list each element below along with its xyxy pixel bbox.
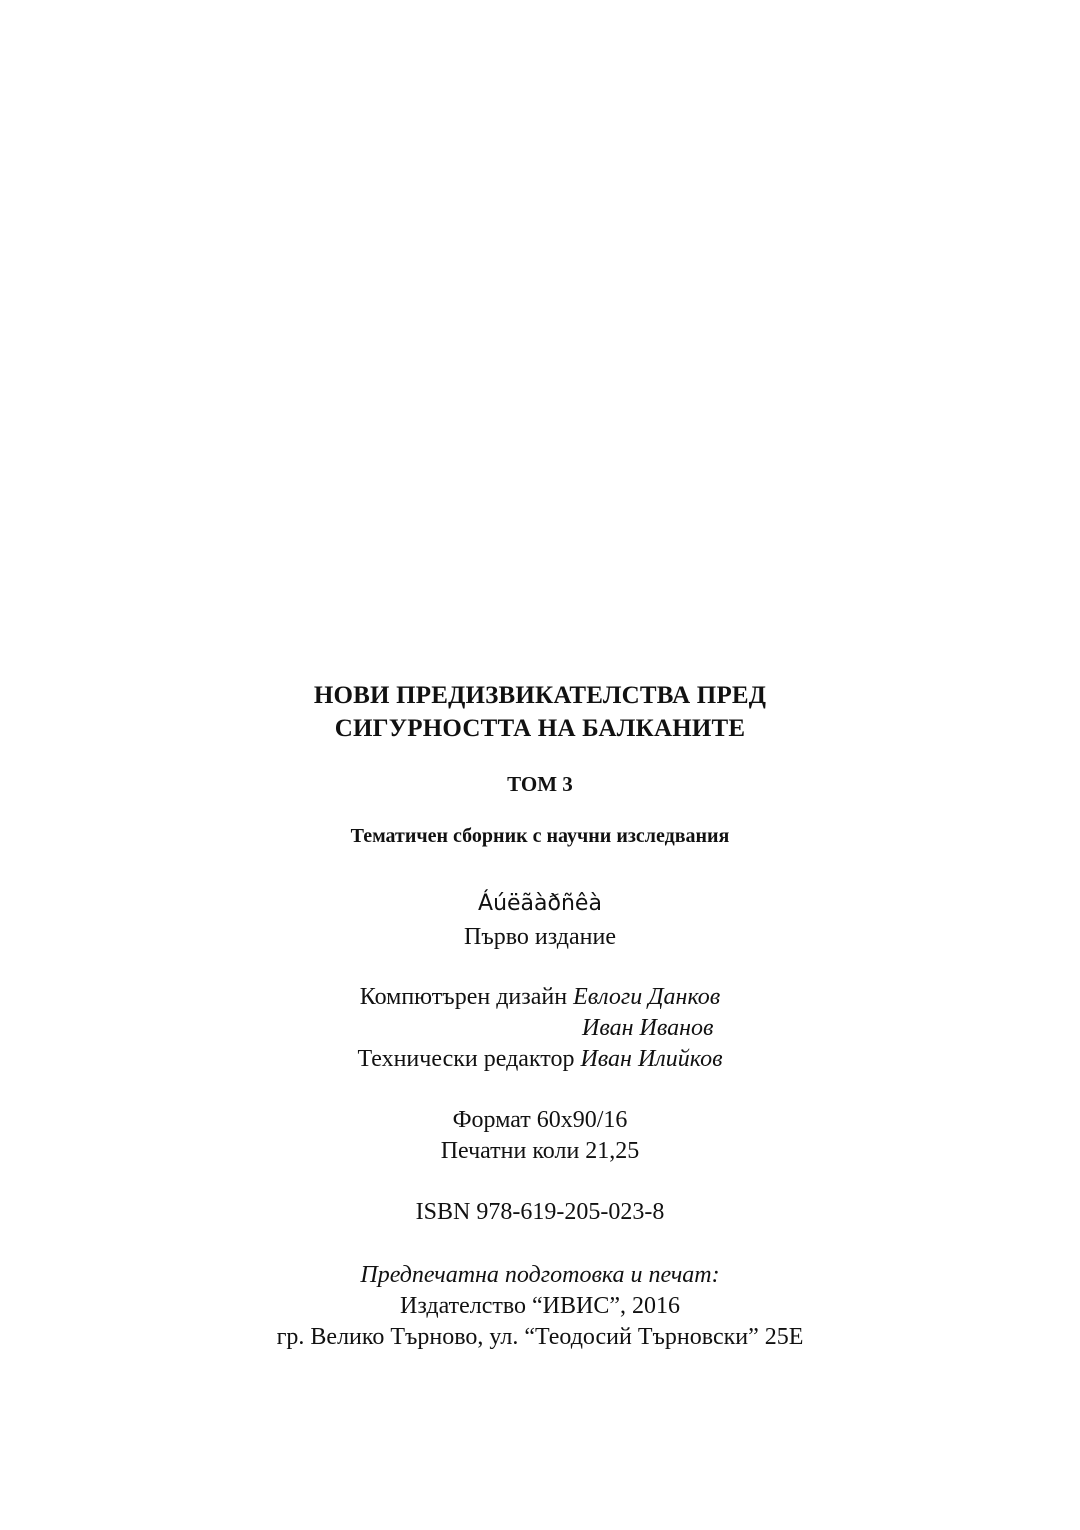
book-title-line-2: СИГУРНОСТТА НА БАЛКАНИТЕ [334, 715, 746, 742]
tech-editor-label: Технически редактор [357, 1046, 575, 1072]
tech-editor-credit [0, 1046, 1080, 1073]
book-title-line-1: НОВИ ПРЕДИЗВИКАТЕЛСТВА ПРЕД [313, 682, 767, 709]
publisher-address: гр. Велико Търново, ул. “Теодосий Търновски” 25Е [276, 1324, 804, 1350]
printing-label: Предпечатна подготовка и печат: [360, 1262, 720, 1288]
print-sheets-info: Печатни коли 21,25 [440, 1138, 640, 1164]
isbn: ISBN 978-619-205-023-8 [415, 1199, 665, 1225]
design-credit-label: Компютърен дизайн [359, 984, 568, 1010]
publisher-line: Издателство “ИВИС”, 2016 [399, 1293, 681, 1319]
format-info: Формат 60х90/16 [452, 1107, 628, 1133]
language-garbled-text: Áúëãàðñêà [478, 891, 602, 916]
book-subtitle: Тематичен сборник с научни изследвания [350, 825, 730, 847]
design-credit-name-1: Евлоги Данков [573, 984, 721, 1010]
volume-label: ТОМ 3 [507, 772, 573, 796]
design-credit [0, 984, 1080, 1011]
design-credit-name-2: Иван Иванов [582, 1015, 714, 1041]
edition-label: Първо издание [463, 924, 616, 950]
tech-editor-name: Иван Илийков [580, 1046, 723, 1072]
